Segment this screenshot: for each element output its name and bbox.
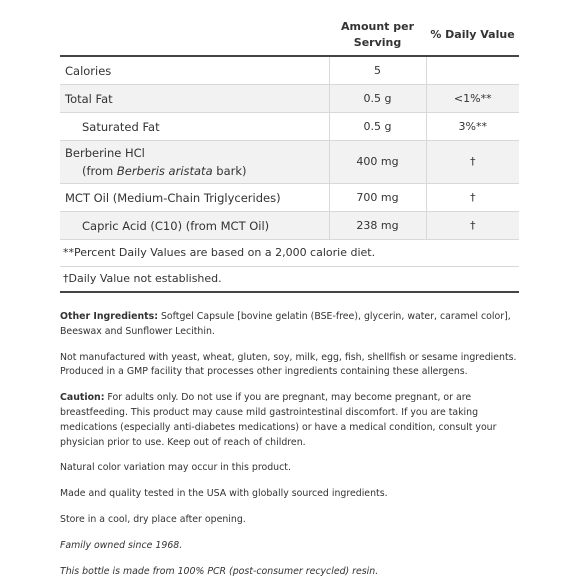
caution-statement [60,391,519,450]
nutrient-source-suffix: bark) [212,164,247,178]
other-ingredients [60,310,519,340]
nutrient-source-prefix: (from [82,164,117,178]
other-ingredients-label: Other Ingredients: [60,311,158,322]
supplement-facts-panel [60,14,519,579]
nutrient-amount: 0.5 g [329,85,426,113]
nutrient-name: MCT Oil (Medium-Chain Triglycerides) [60,184,329,212]
bottle-pcr-text: This bottle is made from 100% PCR (post-consumer recycled) resin. [60,565,379,577]
caution-label: Caution: [60,392,105,404]
nutrient-name: Capric Acid (C10) (from MCT Oil) [60,212,329,240]
caution-text: For adults only. Do not use if you are pregnant, may become pregnant, or are breastfeeding. This product may cause mild gastrointestinal discomfort. If you are taking medications (especially anti-diabetes medications) or have a medical condition, consult your physician prior to use. Keep out of reach of children. [60,392,497,448]
dagger-footnote: †Daily Value not established. [60,267,519,293]
daily-value-footnote: **Percent Daily Values are based on a 2,000 calorie diet. [60,240,519,267]
nutrient-amount: 238 mg [329,212,426,240]
nutrient-daily-value: † [426,212,519,240]
color-variation-note: Natural color variation may occur in this product. [60,462,291,474]
amount-per-serving-header: Amount per Serving [329,14,426,56]
nutrient-name: Total Fat [60,85,329,113]
nutrient-daily-value [426,56,519,85]
made-in-usa-note: Made and quality tested in the USA with globally sourced ingredients. [60,488,388,500]
nutrient-name: Berberine HCl [65,146,145,160]
nutrient-daily-value: <1%** [426,85,519,113]
name-column-header [60,14,329,56]
nutrient-amount: 700 mg [329,184,426,212]
table-row [60,85,519,113]
supplement-facts-table [60,14,519,240]
other-ingredients-text: Softgel Capsule [bovine gelatin (BSE-free), glycerin, water, caramel color], Beeswax and Sunflower Lecithin. [60,311,511,337]
family-owned-text: Family owned since 1968. [60,539,183,551]
table-row [60,212,519,240]
table-row [60,141,519,184]
bottle-pcr-note [60,565,519,579]
nutrient-source-latin-name: Berberis aristata [116,164,213,178]
nutrient-daily-value: 3%** [426,113,519,141]
nutrient-amount: 5 [329,56,426,85]
nutrient-name: Calories [60,56,329,85]
nutrient-source [65,162,329,180]
nutrient-amount: 400 mg [329,141,426,184]
nutrient-daily-value: † [426,141,519,184]
storage-note: Store in a cool, dry place after opening. [60,513,246,525]
nutrient-amount: 0.5 g [329,113,426,141]
daily-value-header: % Daily Value [426,14,519,56]
table-header-row [60,14,519,56]
nutrient-daily-value: † [426,184,519,212]
table-row [60,56,519,85]
family-owned-note [60,539,519,554]
table-row [60,184,519,212]
nutrient-name: Saturated Fat [60,113,329,141]
table-row [60,113,519,141]
nutrient-name-cell [60,141,329,184]
allergen-statement: Not manufactured with yeast, wheat, gluten, soy, milk, egg, fish, shellfish or sesame ingredients. Produced in a GMP facility that processes other ingredients containing these allergens. [60,351,517,378]
